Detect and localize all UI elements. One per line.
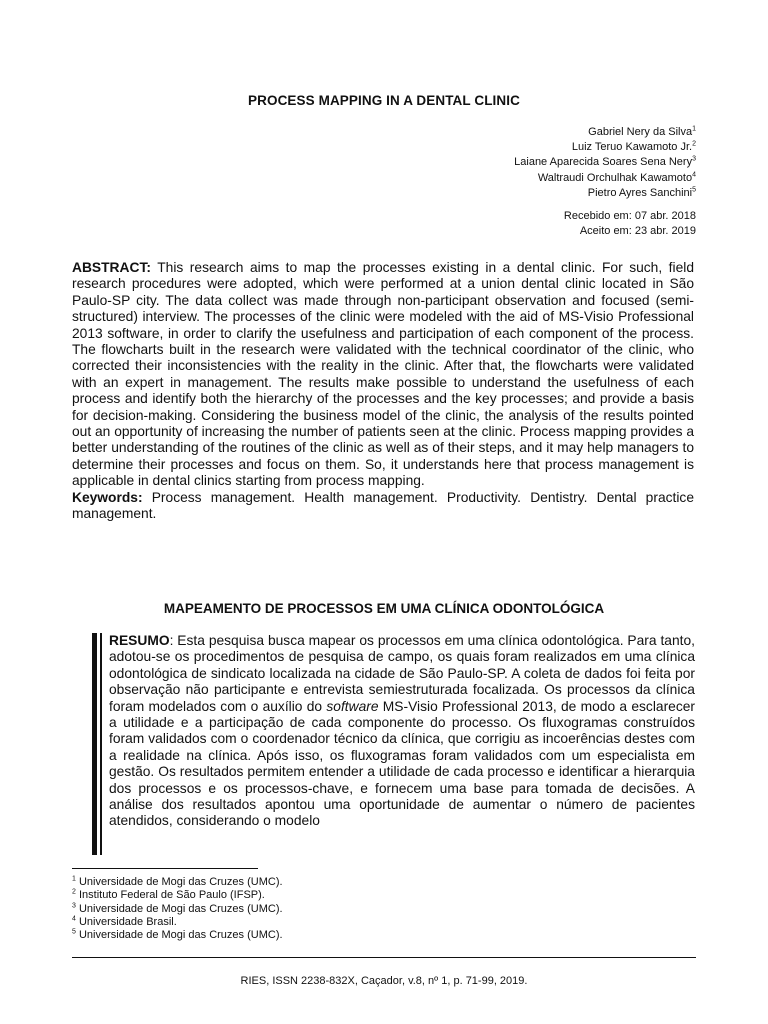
author-list <box>514 125 696 201</box>
author-name: Luiz Teruo Kawamoto Jr. <box>571 141 693 154</box>
submission-dates <box>564 209 696 239</box>
quote-bars <box>92 633 106 855</box>
author-note: 1 <box>692 125 696 133</box>
author-note: 4 <box>692 170 696 178</box>
resumo-text-after: MS-Visio Professional 2013, de modo a esclarecer a utilidade e a participação de cada componente do processo. Os fluxogramas construídos foram validados com o coordenador técnico da clínica, que corrigiu as incoerências destes com a realidade na clínica. Após isso, os fluxogramas foram validados com um especialista em gestão. Os resultados permitem entender a utilidade de cada processo e identificar a hierarquia dos processos e os processos-chave, e fornecem uma base para tomada de decisões. A análise dos resultados apontou uma oportunidade de aumentar o número de pacientes atendidos, considerando o modelo <box>109 698 696 829</box>
quote-bar-thick <box>92 633 97 855</box>
author-name: Waltraudi Orchulhak Kawamoto <box>537 171 693 184</box>
footnote-text: Instituto Federal de São Paulo (IFSP). <box>75 889 265 902</box>
author-line <box>514 171 696 186</box>
footnote-number: 2 <box>72 888 76 896</box>
footnote-number: 1 <box>72 875 76 883</box>
accepted-date: Aceito em: 23 abr. 2019 <box>579 225 696 238</box>
received-date: Recebido em: 07 abr. 2018 <box>563 210 696 222</box>
resumo-software-word: software <box>326 698 379 714</box>
author-line <box>514 186 696 201</box>
author-note: 2 <box>692 140 696 148</box>
footnote-divider <box>72 868 258 869</box>
resumo-label: RESUMO <box>109 633 170 648</box>
journal-footer: RIES, ISSN 2238-832X, Caçador, v.8, nº 1, p. 71-99, 2019. <box>240 975 528 987</box>
keywords-text: Process management. Health management. Productivity. Dentistry. Dental practice management. <box>72 489 694 522</box>
author-name: Pietro Ayres Sanchini <box>587 186 693 199</box>
resumo-paragraph <box>109 633 695 830</box>
abstract-section <box>72 260 694 523</box>
footnotes <box>72 876 283 942</box>
author-line <box>514 155 696 170</box>
abstract-paragraph <box>72 260 694 490</box>
footnote-item <box>72 903 283 916</box>
author-note: 3 <box>692 155 696 163</box>
abstract-text: This research aims to map the processes existing in a dental clinic. For such, field research procedures were adopted, which were performed at a union dental clinic located in São Paulo-SP city. The data collect was made through non-participant observation and focused (semi-structured) interview. The processes of the clinic were modeled with the aid of MS-Visio Professional 2013 software, in order to clarify the usefulness and participation of each component of the process. The flowcharts built in the research were validated with the technical coordinator of the clinic, who corrected their inconsistencies with the reality in the clinic. After that, the flowcharts were validated with an expert in management. The results make possible to understand the usefulness of each process and identify both the hierarchy of the processes and the key processes; and provide a basis for decision-making. Considering the business model of the clinic, the analysis of the results pointed out an opportunity of increasing the number of patients seen at the clinic. Process mapping provides a better understanding of the routines of the clinic as well as of their steps, and it may help managers to determine their processes and focus on them. So, it understands here that process management is applicable in dental clinics starting from process mapping. <box>72 260 694 489</box>
author-line <box>514 125 696 140</box>
quote-bar-thin <box>100 633 102 855</box>
resumo-block <box>92 633 695 855</box>
resumo-text-before: : Esta pesquisa busca mapear os processos em uma clínica odontológica. Para tanto, adotou-se os procedimentos de pesquisa de campo, os quais foram realizados em uma clínica odontológica de sindicato localizada na cidade de São Paulo-SP. A coleta de dados foi feita por observação não participante e entrevista semiestruturada focalizada. Os processos da clínica foram modelados com o auxílio do <box>109 633 695 714</box>
author-note: 5 <box>692 186 696 194</box>
keywords-label: Keywords: <box>72 489 143 505</box>
author-name: Gabriel Nery da Silva <box>588 126 693 138</box>
author-line <box>514 140 696 155</box>
abstract-label: ABSTRACT: <box>72 260 151 275</box>
footer-divider <box>72 957 696 958</box>
footnote-item <box>72 876 283 889</box>
keywords-paragraph <box>72 490 694 523</box>
footnote-item <box>72 929 283 942</box>
paper-title: PROCESS MAPPING IN A DENTAL CLINIC <box>248 93 520 108</box>
author-name: Laiane Aparecida Soares Sena Nery <box>514 156 693 169</box>
footnote-number: 5 <box>72 928 76 936</box>
footnote-item <box>72 889 283 902</box>
footnote-text: Universidade Brasil. <box>75 915 177 928</box>
footnote-text: Universidade de Mogi das Cruzes (UMC). <box>75 876 283 888</box>
footnote-number: 4 <box>72 915 76 923</box>
footnote-text: Universidade de Mogi das Cruzes (UMC). <box>75 902 283 915</box>
footnote-text: Universidade de Mogi das Cruzes (UMC). <box>75 929 283 942</box>
footnote-item <box>72 916 283 929</box>
footnote-number: 3 <box>72 901 76 909</box>
portuguese-title: MAPEAMENTO DE PROCESSOS EM UMA CLÍNICA ODONTOLÓGICA <box>163 601 605 616</box>
